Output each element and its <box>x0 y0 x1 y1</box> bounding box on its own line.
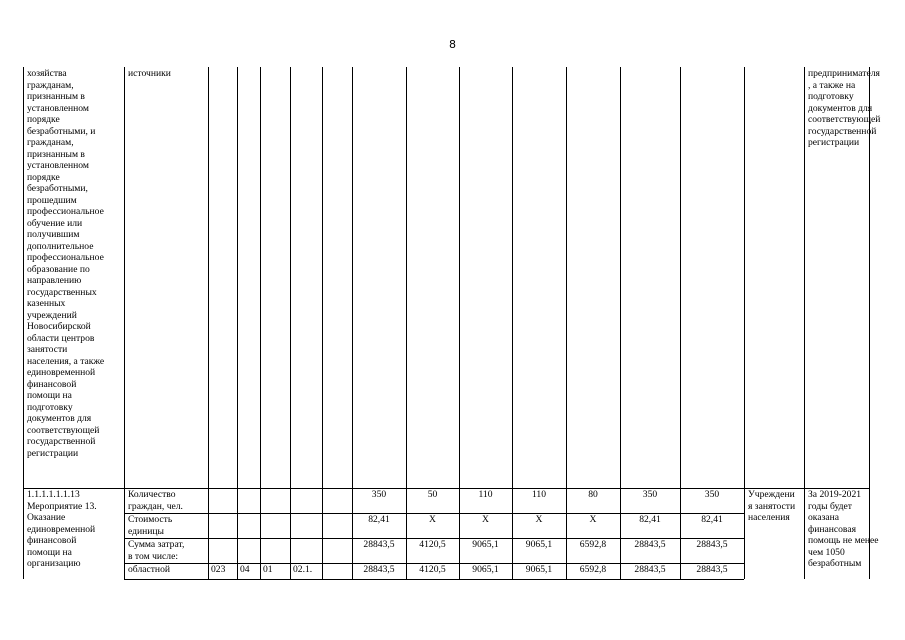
description-line: Новосибирской <box>27 321 91 332</box>
activity-result-line: За 2019-2021 <box>808 489 862 500</box>
column-rule <box>566 67 567 488</box>
description-line: установленном <box>27 102 89 114</box>
column-rule <box>23 488 24 579</box>
activity-result-line: безработным <box>808 558 862 569</box>
activity-name-line: Мероприятие 13. <box>27 500 97 512</box>
column-rule <box>512 67 513 488</box>
description-line: гражданам, <box>27 79 74 91</box>
description-line: признанным в <box>27 91 85 102</box>
column-rule <box>620 67 621 488</box>
budget-code: 04 <box>240 564 250 575</box>
value-cell: 350 <box>642 489 658 500</box>
page-number: 8 <box>449 38 456 51</box>
indicator-line: источники <box>128 68 171 79</box>
description-line: установленном <box>27 160 89 171</box>
value-cell: 28843,5 <box>634 539 666 550</box>
value-cell: 9065,1 <box>472 564 499 575</box>
column-rule <box>260 67 261 488</box>
value-cell: 9065,1 <box>525 539 553 550</box>
result-line: соответствующей <box>808 114 881 125</box>
column-rule <box>352 67 353 488</box>
budget-code: 023 <box>211 564 226 575</box>
value-cell: X <box>482 514 489 525</box>
column-rule <box>322 488 323 579</box>
row-rule <box>124 579 744 580</box>
executor-line: Учреждени <box>748 489 795 500</box>
indicator-label: Количество <box>128 489 176 500</box>
column-rule <box>744 488 745 579</box>
value-cell: 6592,8 <box>579 564 607 575</box>
description-line: казенных <box>27 298 66 309</box>
value-cell: 28843,5 <box>634 564 666 575</box>
description-line: безработными, и <box>27 125 96 137</box>
column-rule <box>208 67 209 488</box>
value-cell: 110 <box>531 489 547 500</box>
column-rule <box>459 67 460 488</box>
column-rule <box>744 67 745 488</box>
column-rule <box>869 488 870 579</box>
result-line: государственной <box>808 125 877 137</box>
description-line: области центров <box>27 332 95 344</box>
executor-line: населения <box>748 512 790 523</box>
description-line: профессиональное <box>27 206 104 217</box>
column-rule <box>124 67 125 488</box>
activity-name-line: единовременной <box>27 523 96 535</box>
description-line: помощи на <box>27 390 72 401</box>
column-rule <box>290 67 291 488</box>
description-line: обучение или <box>27 217 83 229</box>
description-line: безработными, <box>27 183 88 194</box>
value-cell: 28843,5 <box>696 564 728 575</box>
indicator-label: Стоимость <box>128 514 173 525</box>
result-line: подготовку <box>808 91 854 102</box>
description-line: гражданам, <box>27 137 74 148</box>
activity-name-line: финансовой <box>27 535 77 546</box>
activity-result-line: помощь не менее <box>808 535 879 546</box>
column-rule <box>322 67 323 488</box>
activity-name-line: организацию <box>27 558 81 569</box>
description-line: занятости <box>27 344 68 355</box>
column-rule <box>406 67 407 488</box>
indicator-label: граждан, чел. <box>128 500 183 512</box>
description-line: хозяйства <box>27 68 67 79</box>
description-line: государственных <box>27 286 97 298</box>
activity-result-line: годы будет <box>808 500 852 512</box>
description-line: прошедшим <box>27 194 77 206</box>
description-line: образование по <box>27 263 90 275</box>
description-line: финансовой <box>27 378 77 390</box>
budget-code: 01 <box>263 564 273 575</box>
indicator-label: в том числе: <box>128 550 179 562</box>
value-cell: 28843,5 <box>363 539 395 550</box>
value-cell: X <box>429 514 436 525</box>
activity-name-line: помощи на <box>27 546 72 558</box>
activity-result-line: финансовая <box>808 523 857 535</box>
value-cell: 28843,5 <box>363 564 395 575</box>
description-line: профессиональное <box>27 252 104 263</box>
activity-result-line: оказана <box>808 512 840 523</box>
description-line: государственной <box>27 436 96 447</box>
value-cell: 80 <box>588 489 598 500</box>
value-cell: 82,41 <box>639 514 661 525</box>
value-cell: 9065,1 <box>525 564 553 575</box>
value-cell: 110 <box>478 489 493 500</box>
activity-name-line: 1.1.1.1.1.1.13 <box>27 489 80 500</box>
description-line: населения, а также <box>27 355 105 367</box>
value-cell: 6592,8 <box>579 539 607 550</box>
description-line: получившим <box>27 229 80 240</box>
result-line: предпринимателя <box>808 68 880 79</box>
value-cell: 9065,1 <box>472 539 499 550</box>
value-cell: 350 <box>704 489 720 500</box>
value-cell: 4120,5 <box>419 564 446 575</box>
column-rule <box>23 67 24 488</box>
indicator-label: единицы <box>128 525 164 537</box>
description-line: учреждений <box>27 309 77 321</box>
result-line: регистрации <box>808 137 860 148</box>
value-cell: 82,41 <box>701 514 723 525</box>
value-cell: 350 <box>371 489 387 500</box>
value-cell: X <box>589 514 597 525</box>
activity-result-line: чем 1050 <box>808 546 845 558</box>
description-line: документов для <box>27 413 92 424</box>
result-line: , а также на <box>808 79 856 91</box>
description-line: дополнительное <box>27 240 94 252</box>
description-line: единовременной <box>27 367 96 378</box>
value-cell: 4120,5 <box>419 539 446 550</box>
description-line: порядке <box>27 114 60 125</box>
column-rule <box>237 488 238 579</box>
value-cell: 82,41 <box>368 514 390 525</box>
executor-line: я занятости <box>748 500 796 512</box>
indicator-label: областной <box>128 564 171 575</box>
value-cell: X <box>535 514 543 525</box>
description-line: направлению <box>27 275 82 286</box>
column-rule <box>260 488 261 579</box>
description-line: соответствующей <box>27 424 100 436</box>
value-cell: 50 <box>427 489 438 500</box>
description-line: регистрации <box>27 447 79 459</box>
column-rule <box>124 488 125 579</box>
column-rule <box>237 67 238 488</box>
indicator-label: Сумма затрат, <box>128 539 185 550</box>
result-line: документов для <box>808 102 873 114</box>
column-rule <box>680 67 681 488</box>
description-line: признанным в <box>27 148 85 160</box>
column-rule <box>208 488 209 579</box>
budget-code: 02.1. <box>293 564 313 575</box>
column-rule <box>290 488 291 579</box>
description-line: подготовку <box>27 401 73 413</box>
value-cell: 28843,5 <box>696 539 728 550</box>
description-line: порядке <box>27 171 60 183</box>
column-rule <box>804 67 805 579</box>
activity-name-line: Оказание <box>27 512 66 523</box>
